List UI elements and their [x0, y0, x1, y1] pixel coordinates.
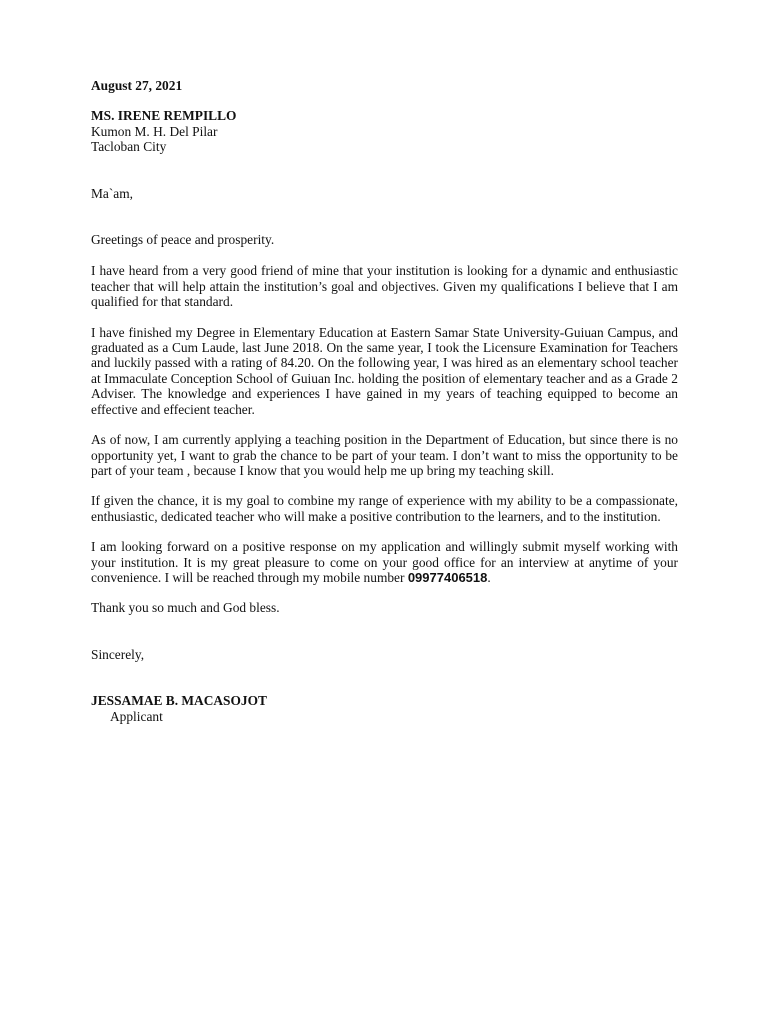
- mobile-number: 09977406518: [407, 569, 488, 585]
- recipient-block: [91, 108, 678, 154]
- signer-name: JESSAMAE B. MACASOJOT: [91, 693, 267, 709]
- signer-role: Applicant: [110, 708, 163, 724]
- thanks-line: Thank you so much and God bless.: [91, 600, 280, 616]
- greeting: Greetings of peace and prosperity.: [91, 232, 275, 248]
- letter-date: August 27, 2021: [91, 78, 183, 93]
- closing-paragraph-end: .: [487, 569, 491, 585]
- body-paragraph-5: [91, 539, 678, 585]
- salutation: Ma`am,: [91, 185, 134, 201]
- body-paragraph-1: I have heard from a very good friend of mine that your institution is looking for a dynamic and enthusiastic teacher that will help attain the institution’s goal and objectives. Given my qualifications I believe that I am qualified for that standard.: [91, 263, 678, 310]
- recipient-name: MS. IRENE REMPILLO: [91, 108, 237, 124]
- body-paragraph-3: As of now, I am currently applying a teaching position in the Department of Education, but since there is no opportunity yet, I want to grab the chance to be part of your team. I don’t want to miss the opportunity to be part of your team , because I know that you would help me up bring my teaching skill.: [91, 432, 678, 478]
- recipient-address-line-1: Kumon M. H. Del Pilar: [91, 123, 218, 139]
- body-paragraph-4: If given the chance, it is my goal to combine my range of experience with my ability to be a compassionate, enthusiastic, dedicated teacher who will make a positive contribution to the learners, and to the institution.: [91, 493, 678, 524]
- body-paragraph-2: I have finished my Degree in Elementary Education at Eastern Samar State University-Guiuan Campus, and graduated as a Cum Laude, last June 2018. On the same year, I took the Licensure Examination for Teachers and luckily passed with a rating of 84.20. On the following year, I was hired as an elementary school teacher at Immaculate Conception School of Guiuan Inc. holding the position of elementary teacher and as a Grade 2 Adviser. The knowledge and experiences I have gained in my years of teaching equipped to become an effective and effecient teacher.: [91, 324, 678, 417]
- closing-line: Sincerely,: [91, 646, 145, 662]
- closing-paragraph-text: I am looking forward on a positive response on my application and willingly submit myself working with your institution. It is my great pleasure to come on your good office for an interview at anytime of your convenience. I will be reached through my mobile number: [91, 539, 678, 585]
- recipient-address-line-2: Tacloban City: [91, 139, 167, 155]
- cover-letter: [91, 78, 678, 724]
